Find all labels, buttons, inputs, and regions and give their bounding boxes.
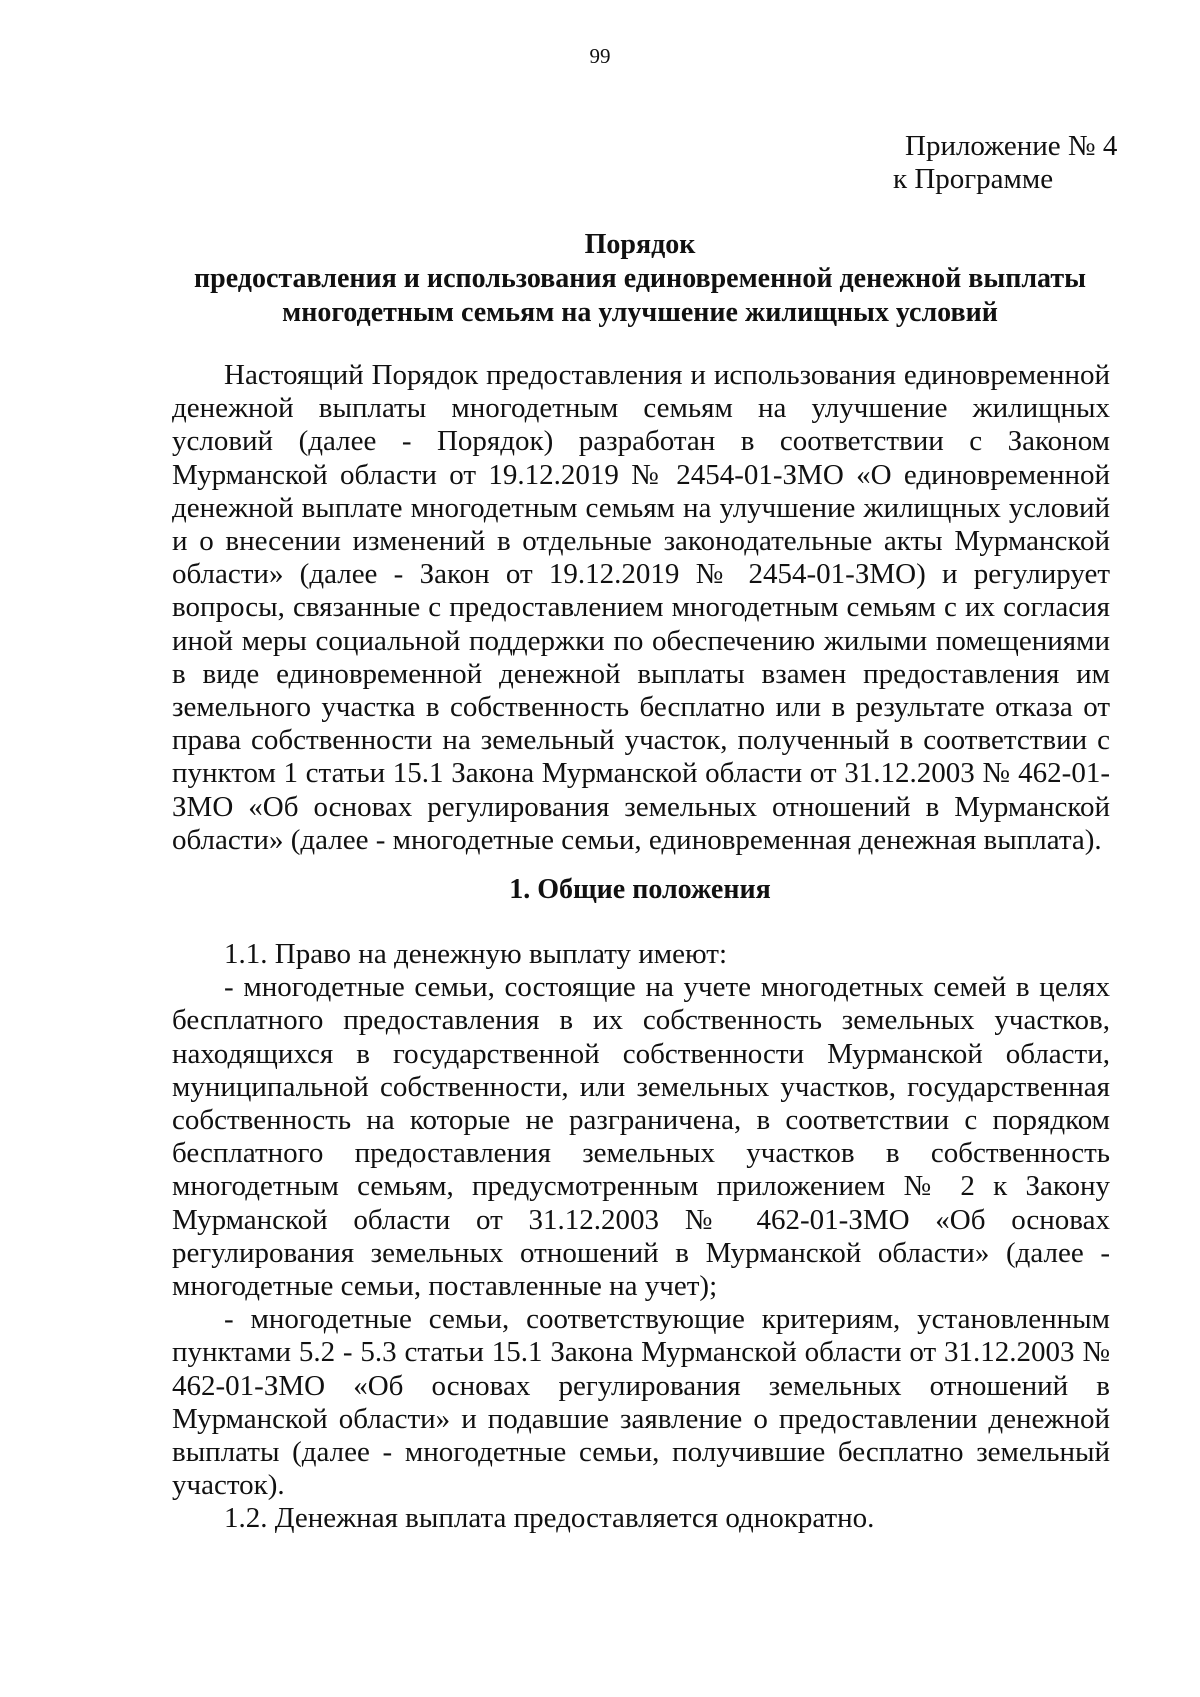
annex-line-1: Приложение № 4 bbox=[905, 130, 1118, 162]
title-line-3: многодетным семьям на улучшение жилищных условий bbox=[282, 297, 998, 328]
intro-section bbox=[172, 359, 1110, 857]
intro-paragraph: Настоящий Порядок предоставления и использования единовременной денежной выплаты многодетным семьям на улучшение жилищных условий (далее - Порядок) разработан в соответствии с Законом Мурманской области от 19.12.2019 № 2454-01-ЗМО «О единовременной денежной выплате многодетным семьям на улучшение жилищных условий и о внесении изменений в отдельные законодательные акты Мурманской области» (далее - Закон от 19.12.2019 № 2454-01-ЗМО) и регулирует вопросы, связанные с предоставлением многодетным семьям с их согласия иной меры социальной поддержки по обеспечению жилыми помещениями в виде единовременной денежной выплаты взамен предоставления им земельного участка в собственность бесплатно или в результате отказа от права собственности на земельный участок, полученный в соответствии с пунктом 1 статьи 15.1 Закона Мурманской области от 31.12.2003 № 462-01-ЗМО «Об основах регулирования земельных отношений в Мурманской области» (далее - многодетные семьи, единовременная денежная выплата). bbox=[172, 359, 1110, 856]
annex-reference bbox=[893, 130, 1118, 196]
title-line-1: Порядок bbox=[584, 229, 696, 260]
section-heading: 1. Общие положения bbox=[509, 874, 771, 905]
title-line-2: предоставления и использования единовременной денежной выплаты bbox=[194, 263, 1086, 294]
paragraph-1-1: 1.1. Право на денежную выплату имеют: bbox=[224, 938, 728, 970]
annex-line-2: к Программе bbox=[893, 163, 1054, 195]
document-title bbox=[160, 228, 1120, 330]
section-body bbox=[172, 938, 1110, 1536]
paragraph-1-2: 1.2. Денежная выплата предоставляется однократно. bbox=[224, 1502, 875, 1535]
page-number: 99 bbox=[589, 44, 611, 68]
paragraph-1-1-item-b: - многодетные семьи, соответствующие критериям, установленным пунктами 5.2 - 5.3 статьи 15.1 Закона Мурманской области от 31.12.2003 № 462-01-ЗМО «Об основах регулирования земельных отношений в Мурманской области» и подавшие заявление о предоставлении денежной выплаты (далее - многодетные семьи, получившие бесплатно земельный участок). bbox=[172, 1303, 1110, 1502]
paragraph-1-1-item-a: - многодетные семьи, состоящие на учете многодетных семей в целях бесплатного предоставления в их собственность земельных участков, находящихся в государственной собственности Мурманской области, муниципальной собственности, или земельных участков, государственная собственность на которые не разграничена, в соответствии с порядком бесплатного предоставления земельных участков в собственность многодетным семьям, предусмотренным приложением № 2 к Закону Мурманской области от 31.12.2003 № 462-01-ЗМО «Об основах регулирования земельных отношений в Мурманской области» (далее - многодетные семьи, поставленные на учет); bbox=[172, 971, 1110, 1303]
